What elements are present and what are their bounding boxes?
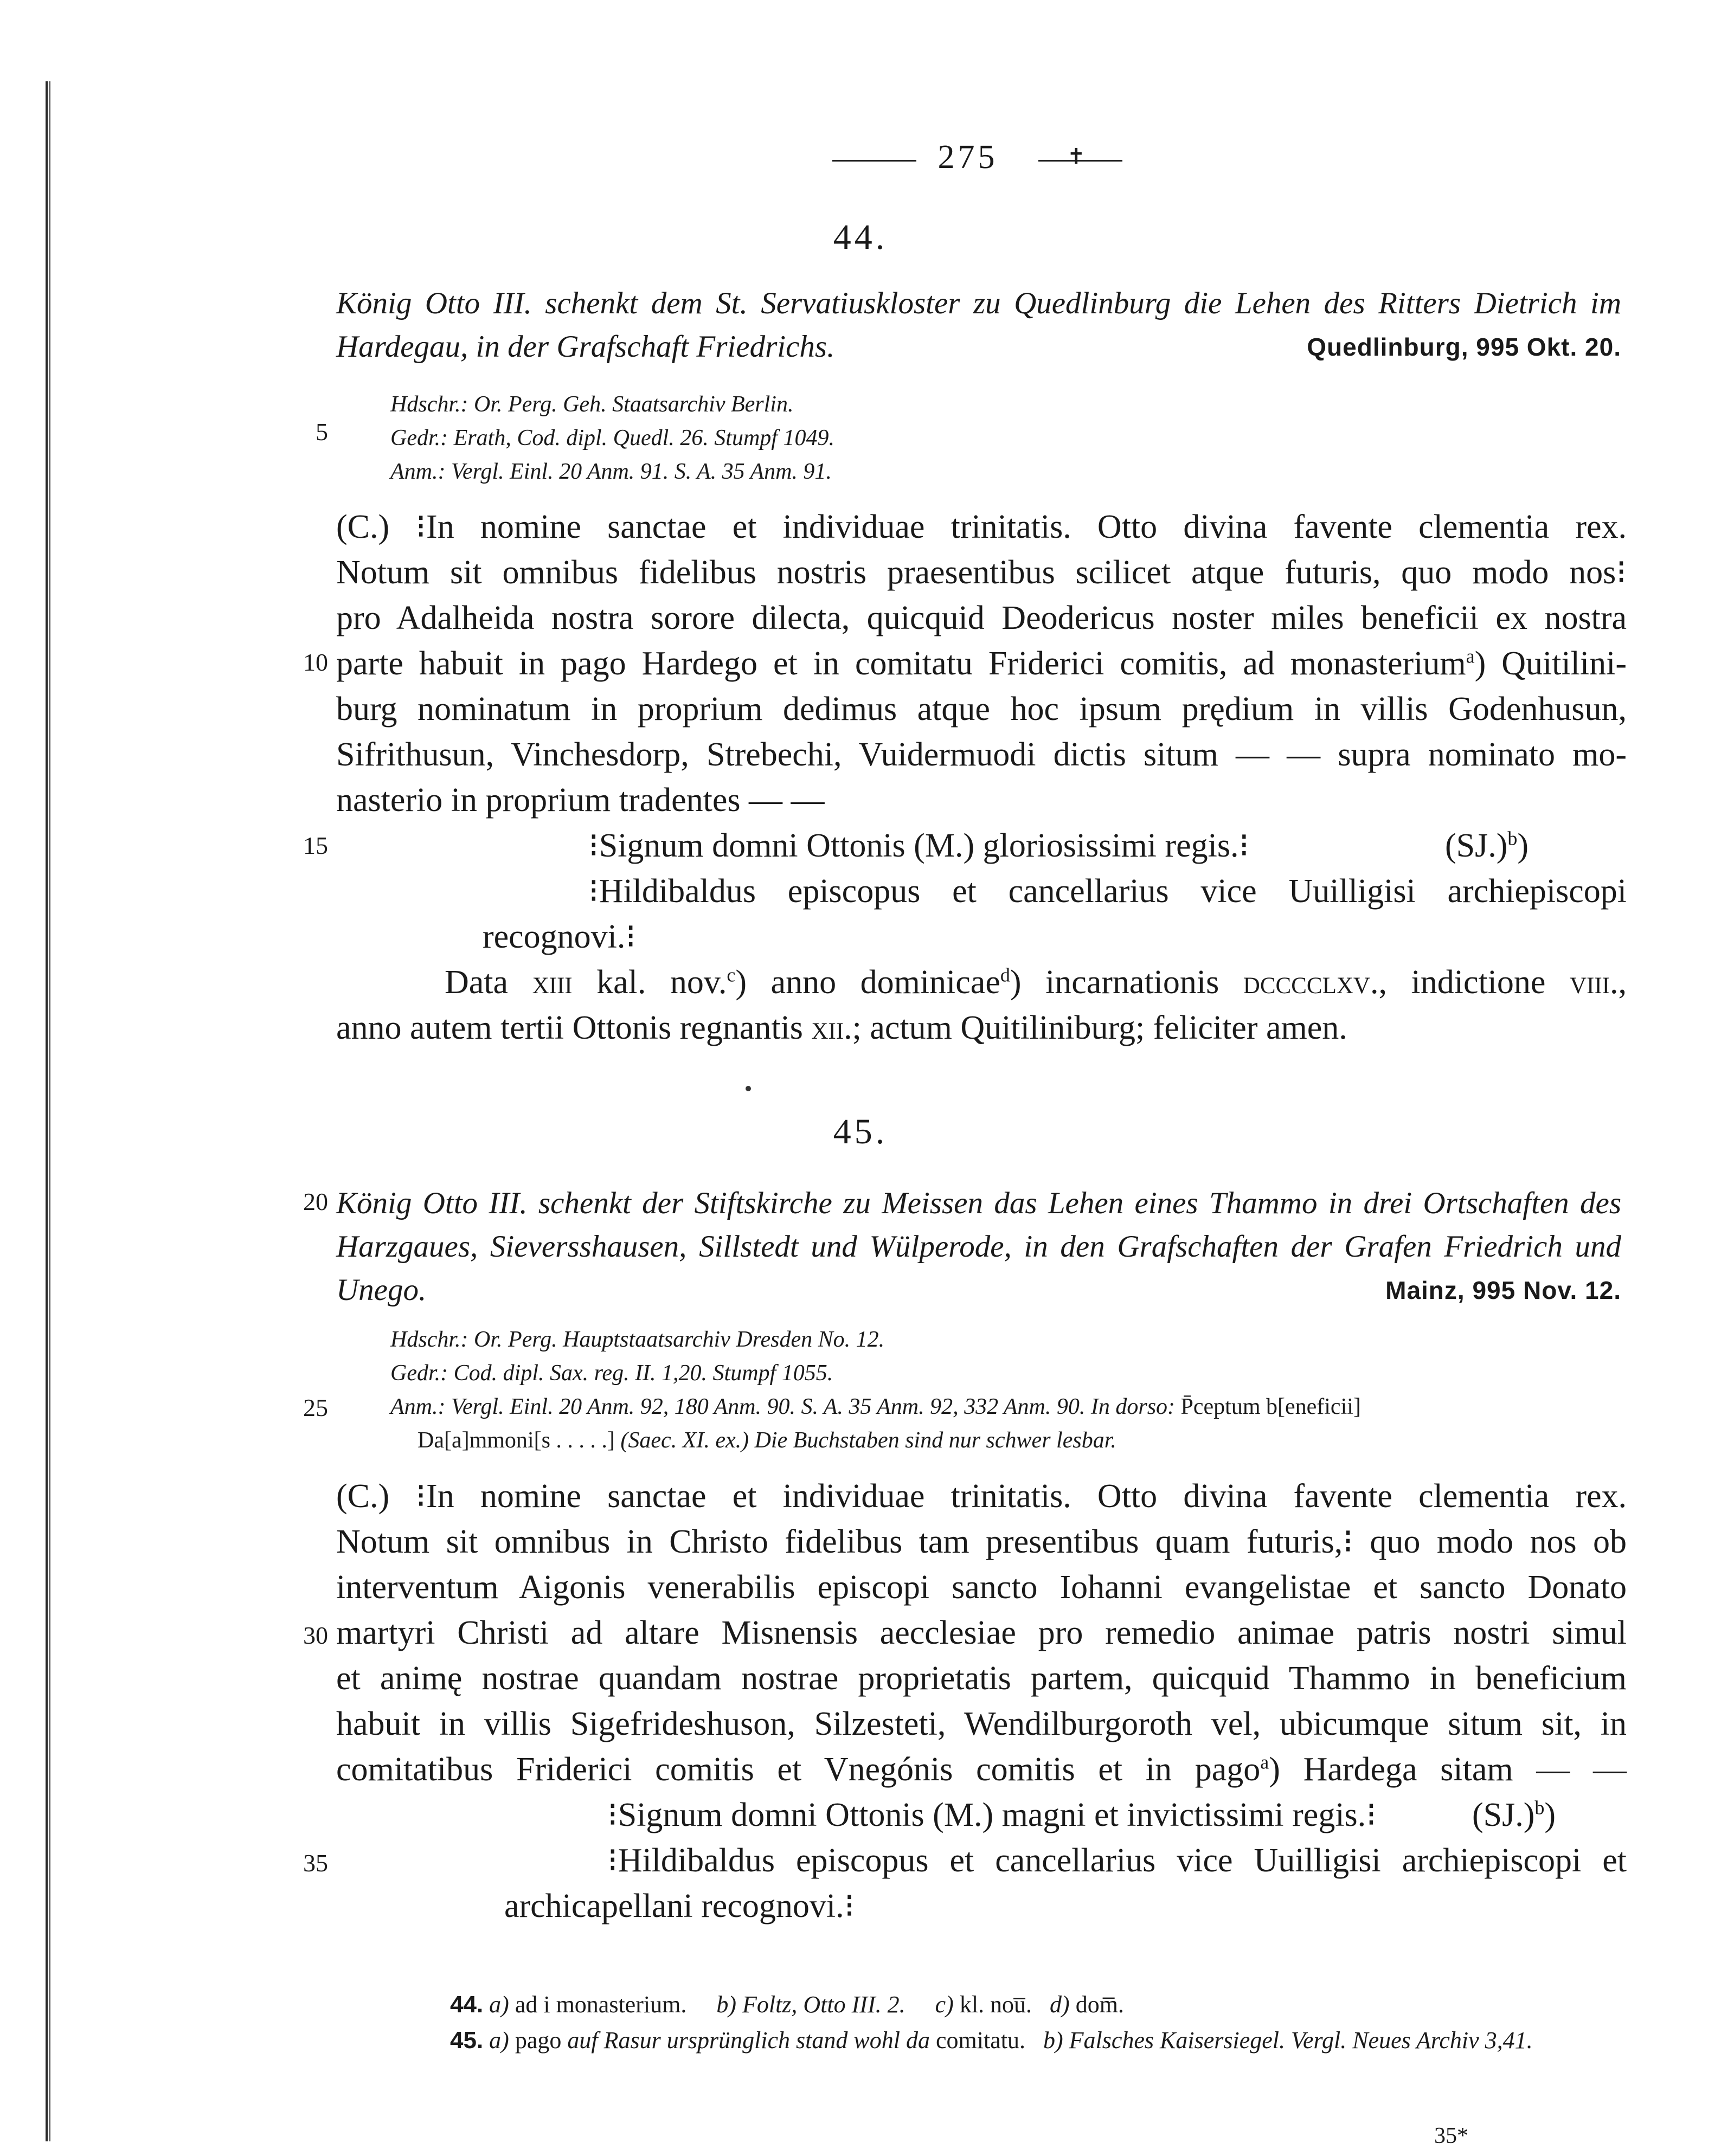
apparatus-line: Anm.: Vergl. Einl. 20 Anm. 91. S. A. 35 Anm. 91. — [390, 459, 832, 484]
doc-44-regest-text: König Otto III. schenkt dem St. Servatiuskloster zu Quedlinburg die Lehen des Ritters Dietrich im Hardegau, in der Grafschaft Friedrichs. — [336, 286, 1621, 364]
doc-45-place-date: Mainz, 995 Nov. 12. — [1385, 1276, 1621, 1304]
text-line: nasterio in proprium tradentes — — — [336, 782, 825, 819]
line-number: 15 — [303, 832, 328, 859]
footnote-mark: b — [1507, 827, 1518, 849]
footnotes — [450, 1987, 1621, 2058]
apparatus-line: Hdschr.: Or. Perg. Hauptstaatsarchiv Dresden No. 12. — [390, 1327, 885, 1352]
apparatus-line: Gedr.: Erath, Cod. dipl. Quedl. 26. Stumpf 1049. — [390, 426, 834, 450]
text-line: burg nominatum in proprium dedimus atque hoc ipsum prędium in villis Godenhusun, — [336, 691, 1627, 728]
apparatus-line: Hdschr.: Or. Perg. Geh. Staatsarchiv Berlin. — [390, 392, 794, 417]
header-ornament-icon: ✝ — [1067, 144, 1086, 169]
datum-line: Data xiii kal. nov.$^c$) anno dominicae$^d$) incarnationis dcccclxv., indictione viii., — [445, 964, 1627, 1001]
doc-45-number: 45. — [833, 1112, 888, 1151]
text-line: archicapellani recognovi.⁝ — [504, 1888, 855, 1925]
text-line: (C.) ⁝In nomine sanctae et individuae trinitatis. Otto divina favente clementia rex. — [336, 509, 1627, 545]
footnote-mark: a — [1466, 645, 1475, 667]
seal-note: (SJ.) — [1472, 1797, 1535, 1833]
doc-45-regest — [336, 1182, 1621, 1312]
footnote-mark: a — [1260, 1751, 1269, 1773]
footnote-45: 45. a) pago auf Rasur ursprünglich stand wohl da comitatu. b) Falsches Kaisersiegel. Vergl. Neues Archiv 3,41. — [450, 2027, 1533, 2054]
line-number: 20 — [303, 1188, 328, 1215]
footnote-mark: b — [1534, 1797, 1545, 1819]
line-number: 25 — [303, 1394, 328, 1421]
text-line: (C.) ⁝In nomine sanctae et individuae trinitatis. Otto divina favente clementia rex. — [336, 1478, 1627, 1515]
signum-line: ⁝Signum domni Ottonis (M.) magni et invictissimi regis.⁝ $(SJ.)^b$) — [607, 1797, 1556, 1833]
apparatus-line: Anm.: Vergl. Einl. 20 Anm. 92, 180 Anm. 90. S. A. 35 Anm. 92, 332 Anm. 90. In dorso: P̄ceptum b[eneficii] — [390, 1394, 1361, 1419]
apparatus-line: Gedr.: Cod. dipl. Sax. reg. II. 1,20. Stumpf 1055. — [390, 1361, 833, 1386]
doc-45-text — [336, 1473, 1627, 1940]
line-number: 30 — [303, 1621, 328, 1649]
line-number: 35 — [303, 1849, 328, 1877]
text-line: pro Adalheida nostra sorore dilecta, quicquid Deodericus noster miles beneficii ex nostra — [336, 600, 1627, 636]
footnote-mark: c — [727, 964, 736, 986]
doc-44-regest — [336, 282, 1621, 369]
running-header — [0, 138, 1721, 182]
text-line: et animę nostrae quandam nostrae proprietatis partem, quicquid Thammo in beneficium — [336, 1660, 1627, 1697]
recognition-line: ⁝Hildibaldus episcopus et cancellarius vice Uuilligisi archiepiscopi — [588, 873, 1627, 910]
doc-44-place-date: Quedlinburg, 995 Okt. 20. — [1307, 333, 1621, 361]
doc-45-apparatus — [390, 1323, 1627, 1457]
text-line: Sifrithusun, Vinchesdorp, Strebechi, Vuidermuodi dictis situm — — supra nominato mo- — [336, 736, 1627, 773]
header-rule-left — [832, 160, 916, 162]
line-number: 5 — [316, 418, 328, 446]
signum-line: ⁝Signum domni Ottonis (M.) gloriosissimi regis.⁝ $(SJ.)^b$) — [588, 827, 1529, 864]
doc-45-regest-text: König Otto III. schenkt der Stiftskirche zu Meissen das Lehen eines Thammo in drei Ortschaften des Harzgaues, Sieversshausen, Sillstedt und Wülperode, in den Grafschaften der Grafen Friedrich und Unego. — [336, 1186, 1621, 1307]
text-line: interventum Aigonis venerabilis episcopi sancto Iohanni evangelistae et sancto Donato — [336, 1569, 1627, 1606]
doc-44-text — [336, 504, 1627, 1052]
page-number: 275 — [937, 139, 998, 176]
doc-44-apparatus — [390, 388, 1627, 488]
recognition-line: ⁝Hildibaldus episcopus et cancellarius vice Uuilligisi archiepiscopi et — [607, 1842, 1627, 1879]
line-number: 10 — [303, 648, 328, 676]
actum-line: anno autem tertii Ottonis regnantis xii.; actum Quitiliniburg; feliciter amen. — [336, 1009, 1347, 1046]
text-line: martyri Christi ad altare Misnensis aecclesiae pro remedio animae patris nostri simul — [336, 1614, 1627, 1651]
text-line: comitatibus Friderici comitis et Vnegónis comitis et in pago$^a$) Hardega sitam — — — [336, 1751, 1627, 1788]
sheet-signature: 35* — [1434, 2123, 1468, 2148]
ink-speck — [746, 1086, 751, 1091]
footnote-44: 44. a) ad i monasterium. b) Foltz, Otto III. 2. c) kl. nou̅. d) dom̅. — [450, 1991, 1124, 2018]
footnote-mark: d — [1000, 964, 1010, 986]
doc-44-number: 44. — [833, 217, 888, 257]
text-line: parte habuit in pago Hardego et in comitatu Friderici comitis, ad monasterium$^a$) Quitilini- — [336, 645, 1627, 682]
text-line: Notum sit omnibus fidelibus nostris praesentibus scilicet atque futuris, quo modo nos⁝ — [336, 554, 1627, 591]
text-line: recognovi.⁝ — [483, 918, 637, 955]
apparatus-line: Da[a]mmoni[s . . . . .] (Saec. XI. ex.) Die Buchstaben sind nur schwer lesbar. — [418, 1428, 1116, 1453]
seal-note: (SJ.) — [1445, 827, 1508, 864]
text-line: habuit in villis Sigefrideshuson, Silzesteti, Wendilburgoroth vel, ubicumque situm sit, in — [336, 1706, 1627, 1742]
text-line: Notum sit omnibus in Christo fidelibus tam presentibus quam futuris,⁝ quo modo nos ob — [336, 1523, 1627, 1560]
